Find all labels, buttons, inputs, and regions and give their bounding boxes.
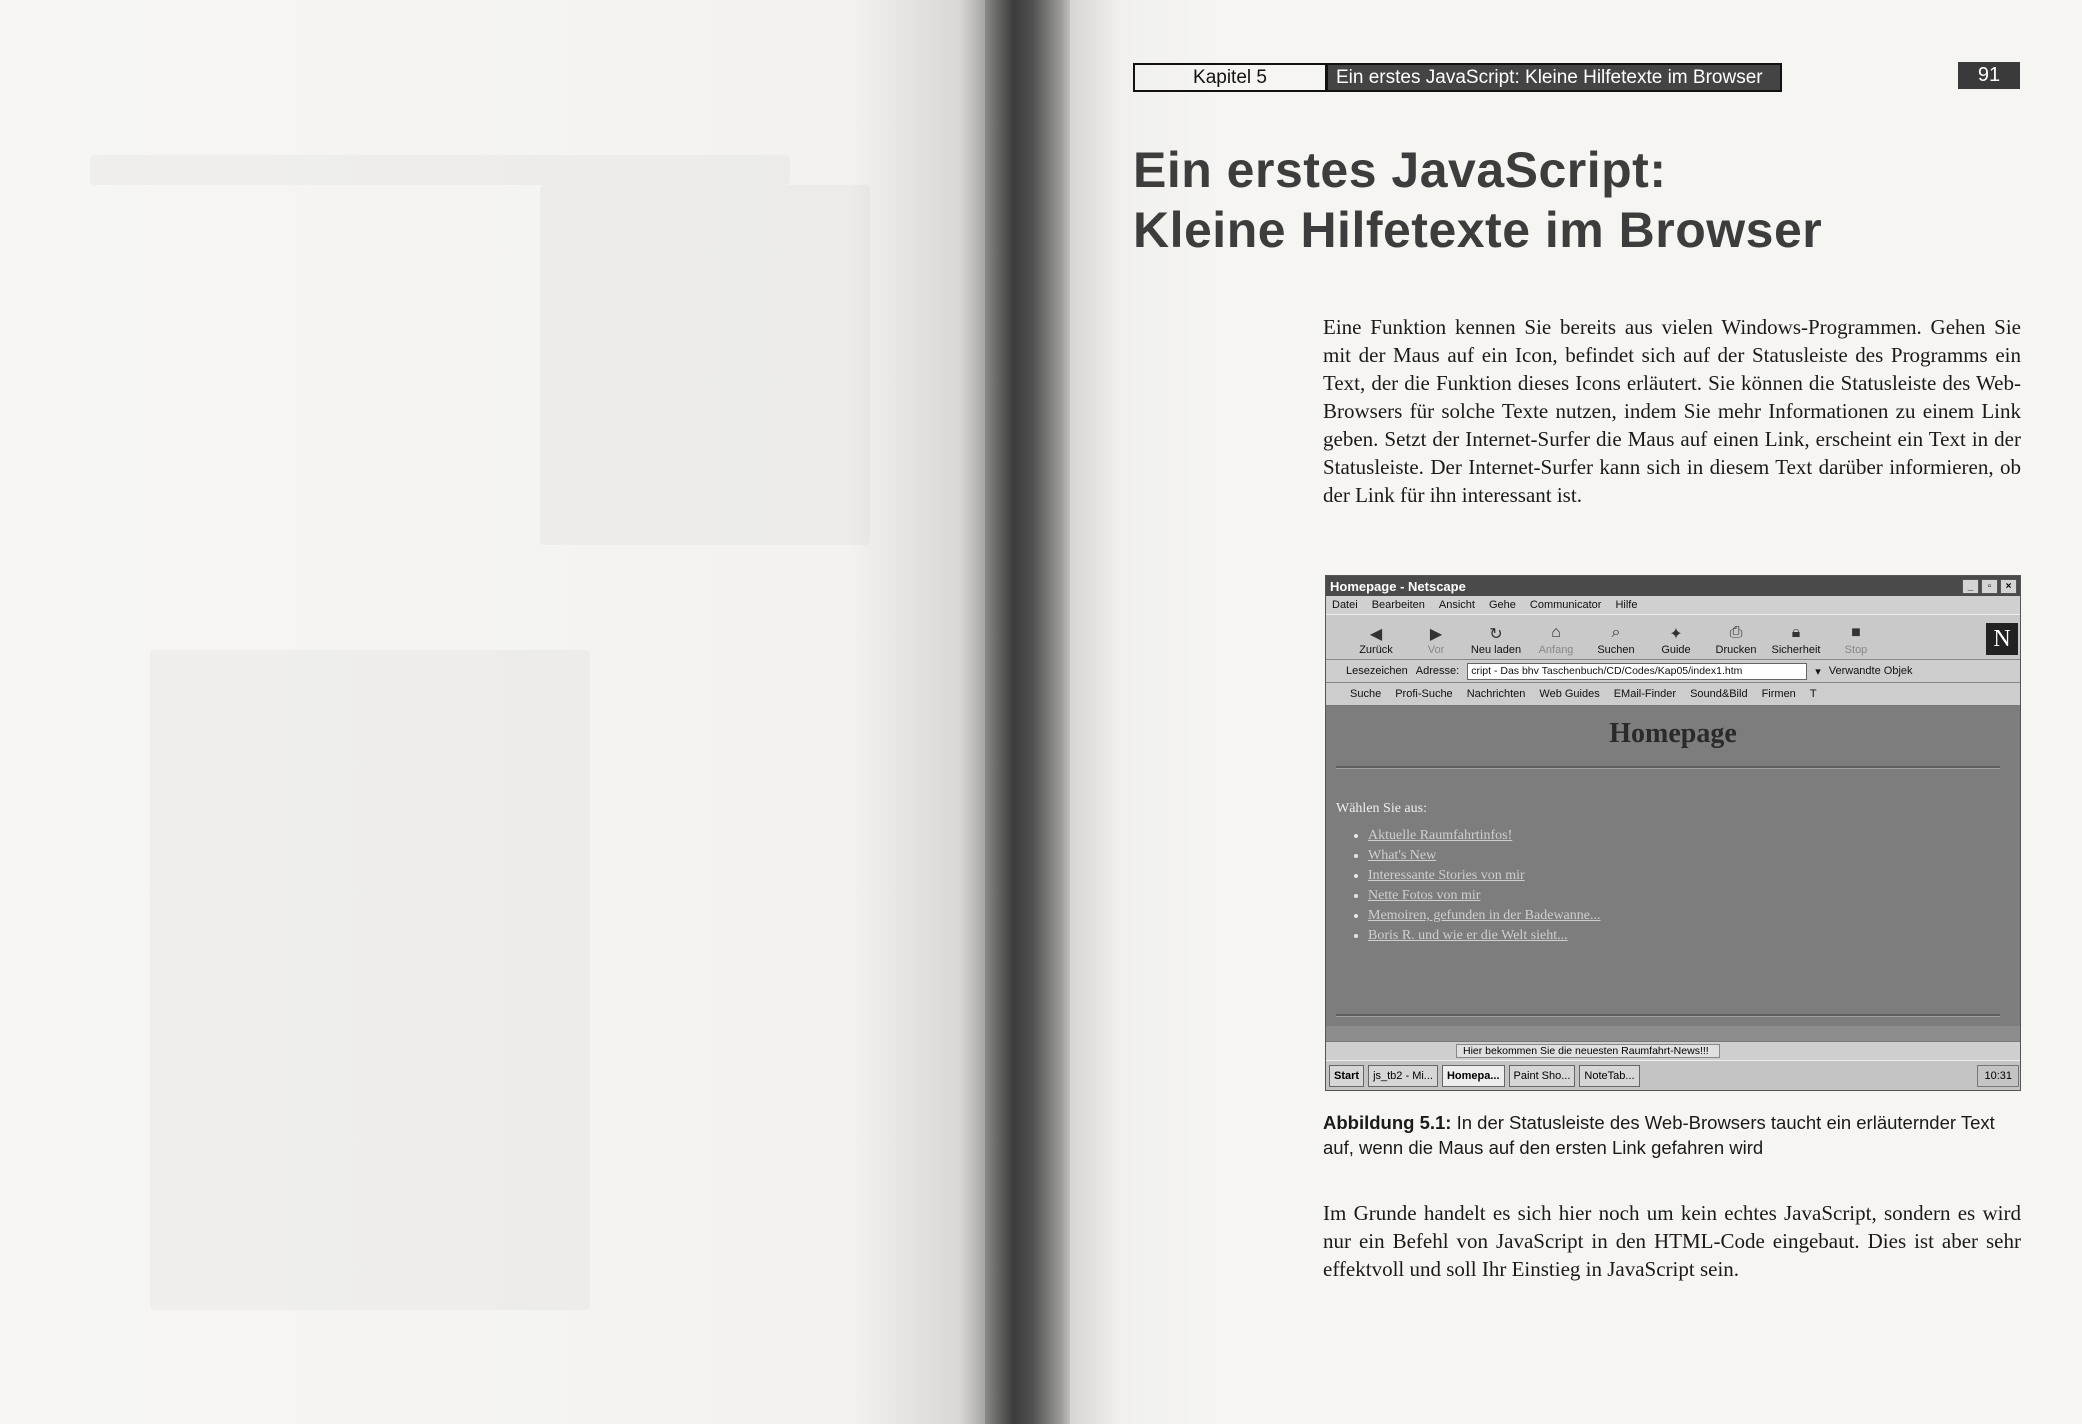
personal-item-firmen[interactable]: Firmen — [1761, 688, 1796, 700]
lock-icon: 🔒︎ — [1791, 624, 1801, 641]
personal-item-sound-bild[interactable]: Sound&Bild — [1690, 688, 1748, 700]
print-button[interactable]: ⎙ Drucken — [1706, 624, 1766, 659]
list-item — [1368, 926, 1600, 946]
page-number: 91 — [1958, 62, 2020, 89]
back-button[interactable]: ◀ Zurück — [1346, 624, 1406, 659]
caption-text: In der Statusleiste des Web-Browsers taucht ein erläuternder Text auf, wenn die Maus auf den ersten Link gefahren wird — [1323, 1112, 1995, 1158]
menu-datei[interactable]: Datei — [1332, 599, 1358, 611]
outro-paragraph: Im Grunde handelt es sich hier noch um kein echtes JavaScript, sondern es wird nur ein Befehl von JavaScript in den HTML-Code eingebaut. Dies ist aber sehr effektvoll und soll Ihr Einstieg in JavaScript sein. — [1323, 1201, 2021, 1281]
address-input[interactable]: cript - Das bhv Taschenbuch/CD/Codes/Kap05/index1.htm — [1467, 663, 1807, 680]
chapter-label: Kapitel 5 — [1135, 65, 1328, 90]
list-item — [1368, 866, 1600, 886]
navigation-toolbar — [1326, 614, 2020, 660]
maximize-icon[interactable]: ▫ — [1981, 579, 1998, 594]
show-through-figure — [150, 650, 590, 1310]
intro-paragraph: Eine Funktion kennen Sie bereits aus vielen Windows-Programmen. Gehen Sie mit der Maus auf ein Icon, befindet sich auf der Statusleiste des Programms ein Text, der die Funktion dieses Icons erläutert. Sie können die Statusleiste des Web-Browsers für solche Texte nutzen, indem Sie mehr Informationen zu einem Link geben. Setzt der Internet-Surfer die Maus auf einen Link, erscheint ein Text in der Statusleiste. Der Internet-Surfer kann sich in diesem Text darüber informieren, ob der Link für ihn interessant ist. — [1323, 315, 2021, 507]
list-item — [1368, 886, 1600, 906]
chevron-down-icon[interactable]: ▾ — [1815, 665, 1821, 678]
stop-icon: ■ — [1851, 624, 1861, 641]
browser-screenshot — [1325, 575, 2021, 1091]
personal-item-web-guides[interactable]: Web Guides — [1539, 688, 1600, 700]
book-gutter — [985, 0, 1080, 1424]
link-raumfahrt[interactable]: Aktuelle Raumfahrtinfos! — [1368, 828, 1513, 843]
location-bar — [1326, 660, 2020, 683]
taskbar-item[interactable]: Paint Sho... — [1509, 1065, 1576, 1087]
link-boris[interactable]: Boris R. und wie er die Welt sieht... — [1368, 928, 1568, 943]
minimize-icon[interactable]: _ — [1962, 579, 1979, 594]
forward-arrow-icon: ▶ — [1429, 626, 1443, 643]
left-page — [0, 0, 1000, 1424]
personal-item-nachrichten[interactable]: Nachrichten — [1466, 688, 1526, 700]
menu-hilfe[interactable]: Hilfe — [1615, 599, 1638, 611]
search-icon: ⌕ — [1611, 624, 1621, 641]
list-item — [1368, 826, 1600, 846]
reload-icon: ↻ — [1489, 626, 1503, 643]
home-button[interactable]: ⌂ Anfang — [1526, 624, 1586, 659]
taskbar-item[interactable]: NoteTab... — [1579, 1065, 1639, 1087]
list-item — [1368, 846, 1600, 866]
printer-icon: ⎙ — [1729, 624, 1743, 641]
window-title: Homepage - Netscape — [1330, 578, 1466, 594]
divider — [1336, 1014, 2000, 1017]
divider — [1336, 766, 2000, 769]
taskbar-item-active[interactable]: Homepa... — [1442, 1065, 1505, 1087]
close-icon[interactable]: × — [2000, 579, 2017, 594]
link-fotos[interactable]: Nette Fotos von mir — [1368, 888, 1481, 903]
title-line-2: Kleine Hilfetexte im Browser — [1133, 202, 1823, 258]
taskbar-clock: 10:31 — [1977, 1065, 2019, 1087]
forward-button[interactable]: ▶ Vor — [1406, 624, 1466, 659]
menu-gehe[interactable]: Gehe — [1488, 599, 1516, 611]
security-button[interactable]: 🔒︎ Sicherheit — [1766, 624, 1826, 659]
title-line-1: Ein erstes JavaScript: — [1133, 142, 1667, 198]
link-whats-new[interactable]: What's New — [1368, 848, 1437, 863]
status-bar — [1326, 1041, 2020, 1060]
link-stories[interactable]: Interessante Stories von mir — [1368, 868, 1525, 883]
show-through-block — [540, 185, 870, 545]
bookmarks-button[interactable]: Lesezeichen — [1346, 665, 1408, 677]
link-list — [1350, 826, 1600, 946]
chapter-title: Ein erstes JavaScript: Kleine Hilfetexte im Browser — [1328, 65, 1780, 90]
page-title — [1133, 140, 1822, 260]
home-icon: ⌂ — [1551, 624, 1561, 641]
status-text: Hier bekommen Sie die neuesten Raumfahrt-News!!! — [1456, 1044, 1720, 1058]
menu-bar — [1326, 596, 2020, 614]
browser-content — [1326, 706, 2020, 1026]
start-button[interactable]: Start — [1329, 1065, 1364, 1087]
running-header — [1133, 63, 1782, 92]
netscape-logo[interactable]: N — [1986, 623, 2018, 655]
back-arrow-icon: ◀ — [1369, 626, 1383, 643]
window-titlebar — [1326, 576, 2020, 596]
guide-icon: ✦ — [1669, 626, 1683, 643]
personal-item-t[interactable]: T — [1809, 688, 1817, 700]
taskbar-item[interactable]: js_tb2 - Mi... — [1368, 1065, 1438, 1087]
personal-item-suche[interactable]: Suche — [1350, 688, 1382, 700]
caption-label: Abbildung 5.1: — [1323, 1112, 1452, 1133]
windows-taskbar — [1326, 1060, 2021, 1091]
search-button[interactable]: ⌕ Suchen — [1586, 624, 1646, 659]
figure-caption — [1323, 1110, 2023, 1160]
menu-bearbeiten[interactable]: Bearbeiten — [1371, 599, 1425, 611]
personal-item-profi-suche[interactable]: Profi-Suche — [1395, 688, 1453, 700]
link-memoiren[interactable]: Memoiren, gefunden in der Badewanne... — [1368, 908, 1601, 923]
list-item — [1368, 906, 1600, 926]
personal-toolbar — [1326, 683, 2020, 706]
homepage-heading: Homepage — [1609, 718, 1737, 749]
menu-ansicht[interactable]: Ansicht — [1438, 599, 1475, 611]
show-through-text — [90, 155, 790, 185]
personal-item-email-finder[interactable]: EMail-Finder — [1613, 688, 1677, 700]
reload-button[interactable]: ↻ Neu laden — [1466, 624, 1526, 659]
address-label: Adresse: — [1415, 665, 1460, 677]
related-button[interactable]: Verwandte Objek — [1828, 665, 1913, 677]
guide-button[interactable]: ✦ Guide — [1646, 624, 1706, 659]
stop-button[interactable]: ■ Stop — [1826, 624, 1886, 659]
menu-communicator[interactable]: Communicator — [1529, 599, 1602, 611]
choose-label: Wählen Sie aus: — [1336, 801, 1427, 816]
